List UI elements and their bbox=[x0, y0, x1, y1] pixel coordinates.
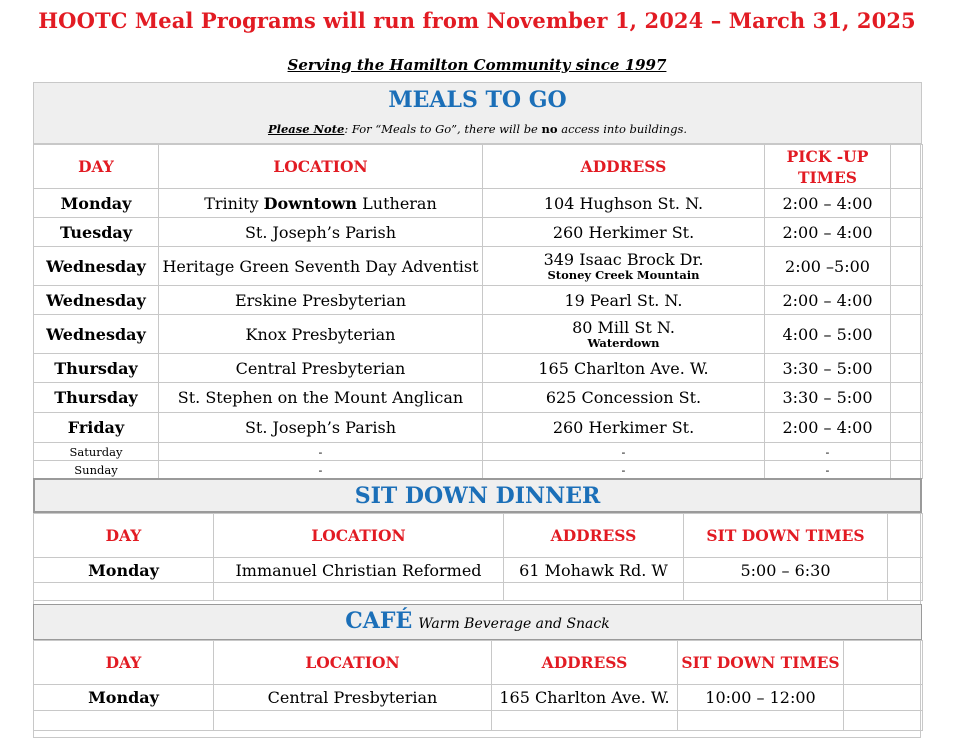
row-address: - bbox=[483, 443, 765, 461]
table-header-row bbox=[34, 145, 923, 189]
row-time: 2:00 – 4:00 bbox=[765, 286, 891, 315]
table-row bbox=[34, 354, 923, 383]
row-location: Heritage Green Seventh Day Adventist bbox=[159, 247, 483, 286]
table-header-row bbox=[34, 514, 923, 558]
sit-down-dinner-header bbox=[33, 478, 922, 513]
row-time: 2:00 – 4:00 bbox=[765, 189, 891, 218]
blank-cell bbox=[214, 583, 504, 601]
row-address: 165 Charlton Ave. W. bbox=[483, 354, 765, 383]
table-row bbox=[34, 461, 923, 479]
blank-cell bbox=[891, 247, 923, 286]
note-text-before: : For “Meals to Go”, there will be bbox=[344, 122, 542, 136]
row-day: Saturday bbox=[34, 443, 159, 461]
col-header-location: LOCATION bbox=[159, 145, 483, 189]
row-day: Sunday bbox=[34, 461, 159, 479]
blank-cell bbox=[844, 641, 923, 685]
table-row bbox=[34, 685, 923, 711]
row-address: 104 Hughson St. N. bbox=[483, 189, 765, 218]
row-location: Central Presbyterian bbox=[159, 354, 483, 383]
row-location: St. Joseph’s Parish bbox=[159, 413, 483, 443]
meals-to-go-table bbox=[33, 144, 923, 479]
col-header-sit-down-times: SIT DOWN TIMES bbox=[684, 514, 888, 558]
blank-cell bbox=[891, 315, 923, 354]
row-day: Monday bbox=[34, 558, 214, 583]
cafe-header bbox=[33, 604, 922, 640]
col-header-address: ADDRESS bbox=[492, 641, 678, 685]
blank-cell bbox=[891, 218, 923, 247]
row-day: Wednesday bbox=[34, 247, 159, 286]
cafe-heading-row bbox=[34, 608, 921, 634]
row-time: 2:00 – 4:00 bbox=[765, 218, 891, 247]
location-text: Trinity bbox=[204, 193, 264, 213]
col-header-pickup-times bbox=[765, 145, 891, 189]
blank-cell bbox=[891, 286, 923, 315]
location-text-after: Lutheran bbox=[357, 193, 437, 213]
row-address: 625 Concession St. bbox=[483, 383, 765, 413]
col-header-sit-down-times: SIT DOWN TIMES bbox=[678, 641, 844, 685]
row-time: 3:30 – 5:00 bbox=[765, 354, 891, 383]
blank-cell bbox=[891, 461, 923, 479]
table-row-empty bbox=[34, 583, 923, 601]
row-location: St. Stephen on the Mount Anglican bbox=[159, 383, 483, 413]
location-bold-text: Downtown bbox=[263, 193, 358, 213]
row-address bbox=[483, 315, 765, 354]
blank-cell bbox=[492, 711, 678, 731]
row-time: - bbox=[765, 461, 891, 479]
cafe-subheading: Warm Beverage and Snack bbox=[418, 616, 610, 632]
blank-cell bbox=[891, 383, 923, 413]
meals-to-go-header bbox=[33, 82, 922, 144]
page-title: HOOTC Meal Programs will run from November 1, 2024 – March 31, 2025 bbox=[38, 8, 916, 33]
blank-cell bbox=[504, 583, 684, 601]
blank-cell bbox=[844, 711, 923, 731]
col-header-day: DAY bbox=[34, 145, 159, 189]
row-address: 260 Herkimer St. bbox=[483, 218, 765, 247]
col-header-times-line1: PICK -UP bbox=[786, 146, 869, 166]
blank-cell bbox=[891, 145, 923, 189]
blank-cell bbox=[34, 711, 214, 731]
table-row bbox=[34, 315, 923, 354]
cafe-table bbox=[33, 640, 923, 731]
row-day: Wednesday bbox=[34, 286, 159, 315]
row-day: Tuesday bbox=[34, 218, 159, 247]
blank-cell bbox=[684, 583, 888, 601]
blank-cell bbox=[844, 685, 923, 711]
row-address bbox=[483, 247, 765, 286]
row-time: 10:00 – 12:00 bbox=[678, 685, 844, 711]
blank-cell bbox=[678, 711, 844, 731]
address-line: 349 Isaac Brock Dr. bbox=[543, 250, 704, 269]
row-address: 260 Herkimer St. bbox=[483, 413, 765, 443]
note-label: Please Note bbox=[267, 122, 345, 136]
blank-cell bbox=[891, 189, 923, 218]
blank-cell bbox=[34, 583, 214, 601]
row-time: 2:00 – 4:00 bbox=[765, 413, 891, 443]
table-header-row bbox=[34, 641, 923, 685]
col-header-location: LOCATION bbox=[214, 514, 504, 558]
table-row bbox=[34, 189, 923, 218]
blank-cell bbox=[891, 354, 923, 383]
table-row bbox=[34, 286, 923, 315]
table-row bbox=[34, 247, 923, 286]
row-day: Monday bbox=[34, 685, 214, 711]
blank-cell bbox=[214, 711, 492, 731]
row-location bbox=[159, 189, 483, 218]
row-day: Thursday bbox=[34, 383, 159, 413]
row-address: 19 Pearl St. N. bbox=[483, 286, 765, 315]
note-text-after: access into buildings. bbox=[557, 122, 688, 136]
col-header-address: ADDRESS bbox=[483, 145, 765, 189]
sit-down-dinner-heading: SIT DOWN DINNER bbox=[354, 483, 601, 509]
row-day: Monday bbox=[34, 189, 159, 218]
col-header-address: ADDRESS bbox=[504, 514, 684, 558]
cafe-heading: CAFÉ bbox=[345, 608, 413, 634]
row-location: Central Presbyterian bbox=[214, 685, 492, 711]
address-area: Stoney Creek Mountain bbox=[547, 268, 700, 282]
row-location: - bbox=[159, 443, 483, 461]
row-location: Knox Presbyterian bbox=[159, 315, 483, 354]
col-header-day: DAY bbox=[34, 514, 214, 558]
table-row bbox=[34, 558, 923, 583]
col-header-location: LOCATION bbox=[214, 641, 492, 685]
address-area: Waterdown bbox=[587, 336, 660, 350]
row-address: 61 Mohawk Rd. W bbox=[504, 558, 684, 583]
address-line: 80 Mill St N. bbox=[572, 318, 675, 337]
table-row bbox=[34, 383, 923, 413]
blank-cell bbox=[888, 514, 923, 558]
row-location: St. Joseph’s Parish bbox=[159, 218, 483, 247]
row-day: Thursday bbox=[34, 354, 159, 383]
row-day: Wednesday bbox=[34, 315, 159, 354]
blank-cell bbox=[891, 413, 923, 443]
table-row bbox=[34, 443, 923, 461]
col-header-day: DAY bbox=[34, 641, 214, 685]
sit-down-dinner-table bbox=[33, 513, 923, 601]
row-time: 4:00 – 5:00 bbox=[765, 315, 891, 354]
row-location: Immanuel Christian Reformed bbox=[214, 558, 504, 583]
page-subtitle: Serving the Hamilton Community since 1997 bbox=[287, 56, 667, 74]
row-time: - bbox=[765, 443, 891, 461]
blank-cell bbox=[891, 443, 923, 461]
row-day: Friday bbox=[34, 413, 159, 443]
note-text-bold: no bbox=[541, 122, 558, 136]
row-location: Erskine Presbyterian bbox=[159, 286, 483, 315]
table-row bbox=[34, 218, 923, 247]
row-address: 165 Charlton Ave. W. bbox=[492, 685, 678, 711]
table-row bbox=[34, 413, 923, 443]
col-header-times-line2: TIMES bbox=[798, 167, 857, 187]
meals-to-go-heading: MEALS TO GO bbox=[388, 87, 567, 113]
blank-cell bbox=[888, 558, 923, 583]
row-time: 5:00 – 6:30 bbox=[684, 558, 888, 583]
row-location: - bbox=[159, 461, 483, 479]
row-time: 2:00 –5:00 bbox=[765, 247, 891, 286]
table-row-empty bbox=[34, 711, 923, 731]
row-time: 3:30 – 5:00 bbox=[765, 383, 891, 413]
blank-cell bbox=[888, 583, 923, 601]
meals-to-go-note bbox=[34, 122, 921, 136]
row-address: - bbox=[483, 461, 765, 479]
